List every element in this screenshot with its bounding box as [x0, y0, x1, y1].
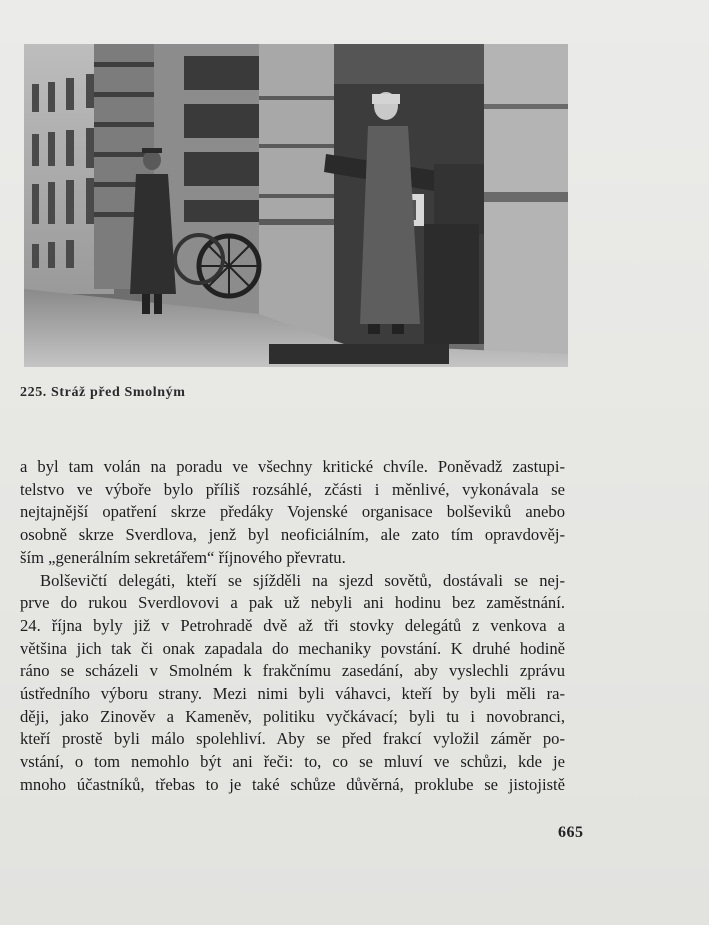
text-line: prve do rukou Sverdlovovi a pak už nebyli ani hodinu bez zaměstnání.: [20, 593, 565, 613]
photo-image: [24, 44, 568, 367]
text-line: ším „generálním sekretářem“ říjnového převratu.: [20, 547, 346, 567]
text-line: telstvo ve výboře bylo příliš rozsáhlé, zčásti i měnlivé, vykonávala se: [20, 479, 565, 499]
text-line: osobně skrze Sverdlova, jenž byl neoficiálním, ale zato tím opravdověj-: [20, 525, 565, 545]
text-line: vstání, o tom nemohlo být ani řeči: to, co se mluví ve schůzi, kde je: [20, 752, 565, 772]
text-line: ráno se scházeli v Smolném k frakčnímu zasedání, aby vyslechli zprávu: [20, 661, 565, 681]
photo-guard-before-smolny: [24, 44, 568, 367]
text-line: nejtajnější opatření skrze předáky Vojenské organisace bolševiků anebo: [20, 502, 565, 522]
page-number: 665: [558, 824, 584, 841]
text-line: kteří prostě byli málo spolehliví. Aby se před frakcí vyložil záměr po-: [20, 729, 565, 749]
text-line: ústředního výboru strany. Mezi nimi byli váhavci, kteří by byli měli ra-: [20, 684, 565, 704]
text-line: Bolševičtí delegáti, kteří se sjížděli na sjezd sovětů, dostávali se nej-: [40, 570, 565, 590]
text-line: a byl tam volán na poradu ve všechny kritické chvíle. Poněvadž zastupi-: [20, 457, 565, 476]
text-line: mnoho účastníků, třebas to je také schůze důvěrná, proklube se jistojistě: [20, 774, 565, 794]
body-paragraphs: [20, 456, 565, 797]
text-line: většina jich tak či onak zapadala do mechaniky povstání. K druhé hodině: [20, 638, 565, 658]
text-line: ději, jako Zinověv a Kameněv, politiku vyčkávací; byli tu i novobranci,: [20, 706, 565, 726]
text-line: 24. října byly již v Petrohradě dvě až tři stovky delegátů z venkova a: [20, 615, 565, 635]
figure-caption: 225. Stráž před Smolným: [20, 385, 186, 400]
